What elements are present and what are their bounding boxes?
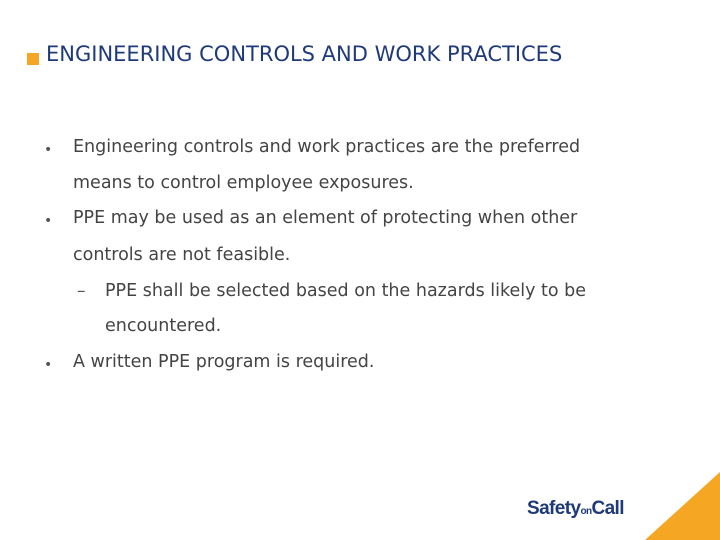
bullet-3-line-1: A written PPE program is required. — [73, 352, 375, 372]
logo-call-text: Call — [591, 498, 624, 519]
sub-bullet-line-1: PPE shall be selected based on the hazards likely to be — [105, 281, 587, 301]
logo-on-text: on — [580, 506, 592, 517]
sub-bullet-dash: – — [77, 281, 86, 301]
bullet-1-line-1: Engineering controls and work practices are the preferred — [73, 137, 581, 157]
logo-safety-text: Safety — [527, 498, 581, 519]
slide-title: ENGINEERING CONTROLS AND WORK PRACTICES — [46, 42, 563, 66]
title-marker-square — [27, 53, 39, 65]
bullet-dot: • — [44, 357, 53, 373]
corner-triangle-accent — [645, 472, 720, 540]
sub-bullet-line-2: encountered. — [105, 316, 222, 336]
safety-on-call-logo — [527, 498, 624, 520]
bullet-2-line-1: PPE may be used as an element of protecting when other — [73, 208, 578, 228]
bullet-1-line-2: means to control employee exposures. — [73, 173, 414, 193]
bullet-dot: • — [44, 142, 53, 158]
bullet-dot: • — [44, 213, 53, 229]
bullet-2-line-2: controls are not feasible. — [73, 245, 291, 265]
